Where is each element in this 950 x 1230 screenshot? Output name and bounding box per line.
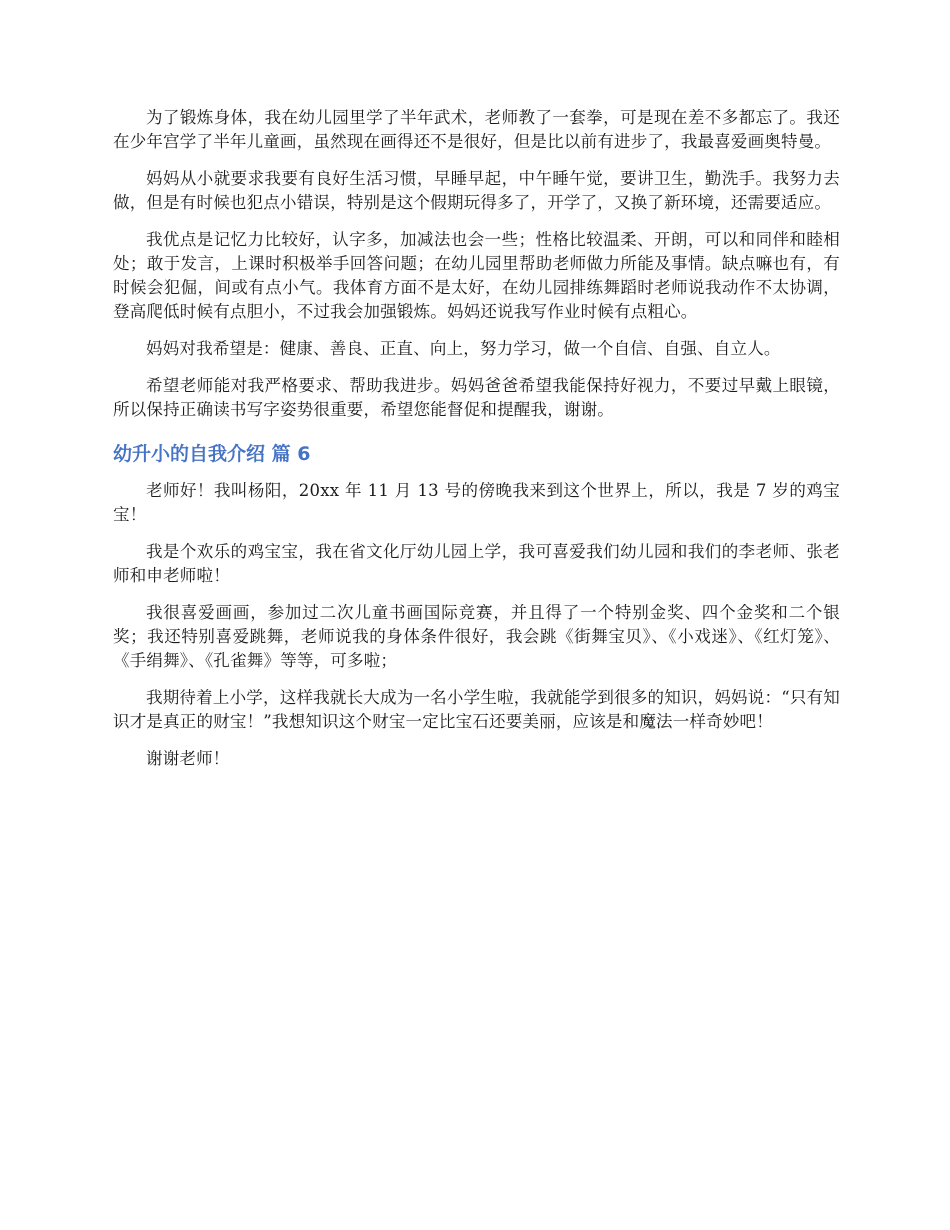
- section-heading: 幼升小的自我介绍 篇 6: [113, 443, 311, 465]
- document-page: [113, 106, 840, 784]
- body-paragraph: 妈妈对我希望是：健康、善良、正直、向上，努力学习，做一个自信、自强、自立人。: [146, 339, 781, 358]
- section-previous: [113, 106, 840, 422]
- body-paragraph: 我优点是记忆力比较好，认字多，加减法也会一些；性格比较温柔、开朗，可以和同伴和睦相处；敢于发言，上课时积极举手回答问题；在幼儿园里帮助老师做力所能及事情。缺点嘛也有，有时候会犯倔，间或有点小气。我体育方面不是太好，在幼儿园排练舞蹈时老师说我动作不太协调，登高爬低时候有点胆小，不过我会加强锻炼。妈妈还说我写作业时候有点粗心。: [113, 230, 840, 321]
- body-paragraph: 老师好！我叫杨阳，20xx 年 11 月 13 号的傍晚我来到这个世界上，所以，我是 7 岁的鸡宝宝！: [113, 481, 840, 524]
- body-paragraph: 为了锻炼身体，我在幼儿园里学了半年武术，老师教了一套拳，可是现在差不多都忘了。我还在少年宫学了半年儿童画，虽然现在画得还不是很好，但是比以前有进步了，我最喜爱画奥特曼。: [113, 108, 840, 151]
- body-paragraph: 希望老师能对我严格要求、帮助我进步。妈妈爸爸希望我能保持好视力，不要过早戴上眼镜，所以保持正确读书写字姿势很重要，希望您能督促和提醒我，谢谢。: [113, 376, 840, 419]
- body-paragraph: 我是个欢乐的鸡宝宝，我在省文化厅幼儿园上学，我可喜爱我们幼儿园和我们的李老师、张老师和申老师啦！: [113, 542, 840, 585]
- body-paragraph: 我很喜爱画画，参加过二次儿童书画国际竞赛，并且得了一个特别金奖、四个金奖和二个银奖；我还特别喜爱跳舞，老师说我的身体条件很好，我会跳《街舞宝贝》、《小戏迷》、《红灯笼》、《手绢舞》、《孔雀舞》等等，可多啦；: [113, 603, 840, 670]
- body-paragraph: 谢谢老师！: [146, 749, 230, 768]
- body-paragraph: 妈妈从小就要求我要有良好生活习惯，早睡早起，中午睡午觉，要讲卫生，勤洗手。我努力去做，但是有时候也犯点小错误，特别是这个假期玩得多了，开学了，又换了新环境，还需要适应。: [113, 169, 840, 212]
- body-paragraph: 我期待着上小学，这样我就长大成为一名小学生啦，我就能学到很多的知识，妈妈说：“只有知识才是真正的财宝！”我想知识这个财宝一定比宝石还要美丽，应该是和魔法一样奇妙吧！: [113, 688, 840, 731]
- section-6: [113, 441, 840, 771]
